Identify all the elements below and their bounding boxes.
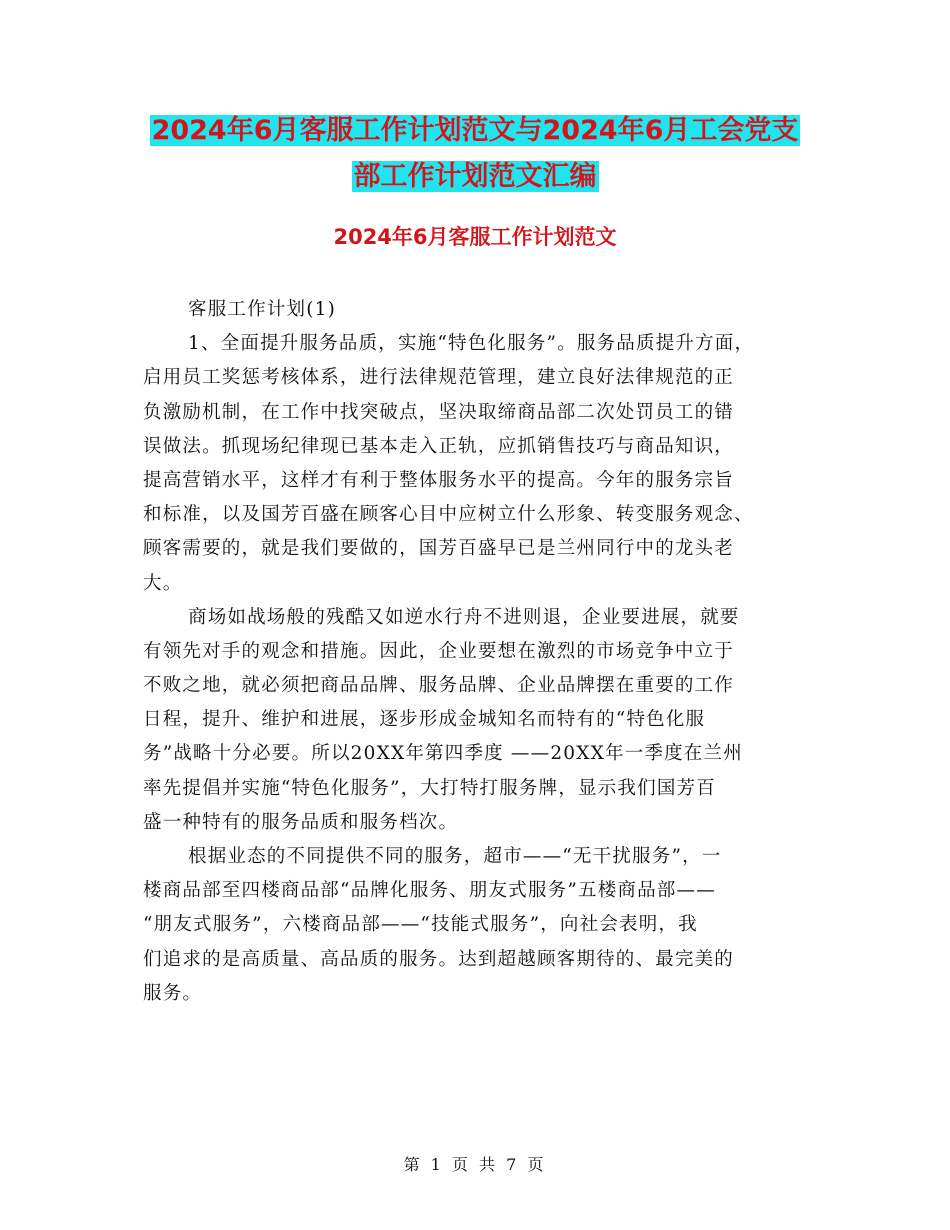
paragraph-line: 顾客需要的，就是我们要做的，国芳百盛早已是兰州同行中的龙头老 [143,538,735,560]
paragraph-line: 不败之地，就必须把商品品牌、服务品牌、企业品牌摆在重要的工作 [143,675,735,697]
paragraph-line: 务”战略十分必要。所以20XX年第四季度 ——20XX年一季度在兰州 [143,743,743,765]
section-title: 2024年6月客服工作计划范文 [333,225,617,249]
paragraph-line: 商场如战场般的残酷又如逆水行舟不进则退，企业要进展，就要 [188,606,740,628]
paragraph-line: 盛一种特有的服务品质和服务档次。 [143,811,459,833]
paragraph-line: 率先提倡并实施“特色化服务”，大打特打服务牌，显示我们国芳百 [143,777,716,799]
paragraph-line: “朋友式服务”，六楼商品部——“技能式服务”，向社会表明，我 [143,914,698,936]
paragraph-line: 和标准，以及国芳百盛在顾客心目中应树立什么形象、转变服务观念、 [143,504,754,526]
paragraph-line: 服务。 [143,982,203,1004]
paragraph-line: 根据业态的不同提供不同的服务，超市——“无干扰服务”，一 [188,846,722,867]
paragraph-line: 大。 [143,572,183,594]
title-line-1: 2024年6月客服工作计划范文与2024年6月工会党支 [151,115,799,146]
paragraph-line: 日程，提升、维护和进展，逐步形成金城知名而特有的“特色化服 [143,709,706,731]
title-line-2: 部工作计划范文汇编 [353,161,597,192]
paragraph-line: 负激励机制，在工作中找突破点，坚决取缔商品部二次处罚员工的错 [143,401,735,423]
paragraph-line: 误做法。抓现场纪律现已基本走入正轨，应抓销售技巧与商品知识， [143,435,735,457]
page-footer: 第 1 页 共 7 页 [403,1155,547,1174]
paragraph-line: 提高营销水平，这样才有利于整体服务水平的提高。今年的服务宗旨 [143,469,735,491]
paragraph-line: 楼商品部至四楼商品部“品牌化服务、朋友式服务”五楼商品部—— [143,880,716,902]
document-title [0,108,950,200]
paragraph-line: 启用员工奖惩考核体系，进行法律规范管理，建立良好法律规范的正 [143,367,735,389]
subheading: 客服工作计划(1) [188,299,337,320]
paragraph-line: 1、全面提升服务品质，实施“特色化服务”。服务品质提升方面， [188,333,755,355]
paragraph-line: 们追求的是高质量、高品质的服务。达到超越顾客期待的、最完美的 [143,948,735,970]
paragraph-line: 有领先对手的观念和措施。因此，企业要想在激烈的市场竞争中立于 [143,640,735,662]
body-text [143,293,823,1011]
